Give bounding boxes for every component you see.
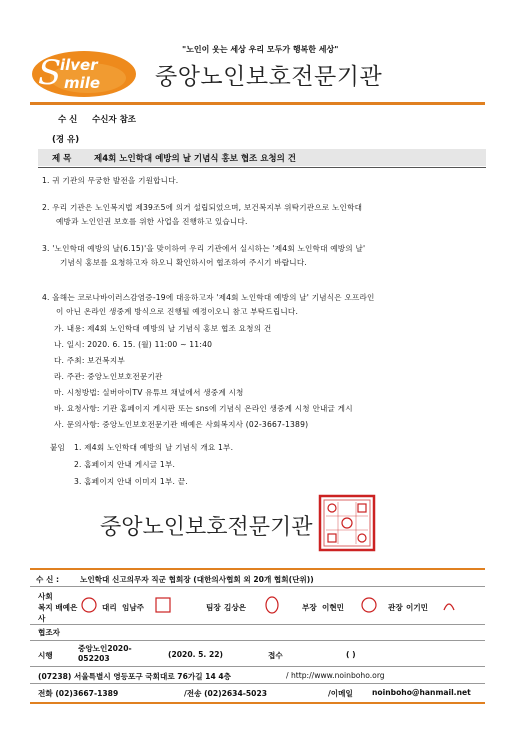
header-divider xyxy=(30,102,485,105)
address: (07238) 서울특별시 영등포구 국회대로 76가길 14 4층 xyxy=(38,672,232,681)
logo-text-top: ilver xyxy=(60,56,98,74)
document-date: (2020. 5. 22) xyxy=(168,650,223,659)
paragraph-4-line-2: 이 아닌 온라인 생중계 방식으로 진행될 예정이오니 참고 부탁드립니다. xyxy=(56,307,299,316)
logo-initial: S xyxy=(38,53,62,93)
silver-smile-logo xyxy=(30,48,138,100)
staff-title: 팀장 xyxy=(206,603,221,612)
approval-stamp-icon xyxy=(360,596,378,614)
list-item: 라. 주관: 중앙노인보호전문기관 xyxy=(54,372,163,381)
cooperator-label: 협조자 xyxy=(38,628,61,637)
document-number-line-2: 052203 xyxy=(78,654,110,663)
staff-label-line-2: 복지 배예은 xyxy=(38,603,78,612)
footer-divider-5 xyxy=(30,666,485,667)
footer-divider-top xyxy=(30,568,485,570)
approval-stamp-icon xyxy=(263,596,281,614)
approval-stamp-icon xyxy=(80,596,98,614)
staff-label-line-3: 사 xyxy=(38,614,46,623)
list-item: 나. 일시: 2020. 6. 15. (월) 11:00 ~ 11:40 xyxy=(54,340,213,349)
approval-stamp-icon xyxy=(440,596,458,614)
footer-divider-4 xyxy=(30,640,485,641)
enforce-label: 시행 xyxy=(38,651,53,660)
signature-org-name: 중앙노인보호전문기관 xyxy=(100,515,313,540)
recipient-value: 수신자 참조 xyxy=(92,115,137,125)
organization-title: 중앙노인보호전문기관 xyxy=(155,64,383,90)
list-item: 사. 문의사항: 중앙노인보호전문기관 배예은 사회복지사 (02-3667-1389) xyxy=(54,420,309,429)
paragraph-2-line-2: 예방과 노인인권 보호를 위한 사업을 진행하고 있습니다. xyxy=(56,217,248,226)
paragraph-3-line-1: 3. '노인학대 예방의 날(6.15)'을 맞이하여 우리 기관에서 실시하는 '제4회 노인학대 예방의 날' xyxy=(42,244,366,253)
receipt-label: 접수 xyxy=(268,651,283,660)
paragraph-3-line-2: 기념식 홍보를 요청하고자 하오니 확인하시어 협조하여 주시기 바랍니다. xyxy=(60,258,307,267)
list-item: 바. 요청사항: 기관 홈페이지 게시판 또는 sns에 기념식 온라인 생중계 시청 안내글 게시 xyxy=(54,404,353,413)
footer-divider-6 xyxy=(30,683,485,684)
footer-recipient-label: 수 신 : xyxy=(36,575,59,584)
via-label: (경 유) xyxy=(52,135,80,145)
staff-name: 김상은 xyxy=(224,603,247,612)
staff-name: 이현민 xyxy=(322,603,345,612)
subject-label: 제 목 xyxy=(52,154,72,164)
paragraph-4-line-1: 4. 올해는 코로나바이러스감염증-19에 대응하고자 '제4회 노인학대 예방의 날' 기념식은 오프라인 xyxy=(42,293,375,302)
approval-stamp-icon xyxy=(154,596,172,614)
staff-title: 부장 xyxy=(302,603,317,612)
attachment-item: 1. 제4회 노인학대 예방의 날 기념식 개요 1부. xyxy=(74,443,234,452)
staff-title: 대리 xyxy=(102,603,117,612)
subject-underline xyxy=(38,167,486,168)
attachment-label: 붙임 xyxy=(50,443,66,452)
homepage-link[interactable]: / http://www.noinboho.org xyxy=(286,671,385,680)
list-item: 가. 내용: 제4회 노인학대 예방의 날 기념식 홍보 협조 요청의 건 xyxy=(54,324,272,333)
document-number-line-1: 중앙노인2020- xyxy=(78,644,132,653)
list-item: 다. 주최: 보건복지부 xyxy=(54,356,125,365)
logo-text-bottom: mile xyxy=(64,74,101,92)
staff-name: 임남주 xyxy=(122,603,145,612)
attachment-item: 3. 홈페이지 안내 이미지 1부. 끝. xyxy=(74,477,188,486)
attachment-item: 2. 홈페이지 안내 게시글 1부. xyxy=(74,460,176,469)
staff-label-line-1: 사회 xyxy=(38,592,53,601)
recipient-label: 수 신 xyxy=(58,115,78,125)
paragraph-2-line-1: 2. 우리 기관은 노인복지법 제39조5에 의거 설립되었으며, 보건복지부 위탁기관으로 노인학대 xyxy=(42,203,363,212)
subject-value: 제4회 노인학대 예방의 날 기념식 홍보 협조 요청의 건 xyxy=(94,154,297,164)
list-item: 마. 시청방법: 실버아이TV 유튜브 채널에서 생중계 시청 xyxy=(54,388,244,397)
email-link[interactable]: noinboho@hanmail.net xyxy=(372,688,471,697)
footer-divider-3 xyxy=(30,624,485,625)
slogan: "노인이 웃는 세상 우리 모두가 행복한 세상" xyxy=(182,45,339,54)
footer-divider-2 xyxy=(30,586,485,587)
receipt-value: ( ) xyxy=(346,650,356,659)
staff-name: 이기민 xyxy=(406,603,429,612)
paragraph-1: 1. 귀 기관의 무궁한 발전을 기원합니다. xyxy=(42,176,179,185)
phone: 전화 (02)3667-1389 xyxy=(38,689,119,698)
staff-title: 관장 xyxy=(388,603,403,612)
footer-recipient-value: 노인학대 신고의무자 직군 협회장 (대한의사협회 외 20개 협회(단위)) xyxy=(80,575,314,584)
fax: /전송 (02)2634-5023 xyxy=(184,689,268,698)
official-seal xyxy=(318,494,376,552)
footer-divider-bottom xyxy=(30,702,485,704)
email-label: /이메일 xyxy=(328,689,353,698)
